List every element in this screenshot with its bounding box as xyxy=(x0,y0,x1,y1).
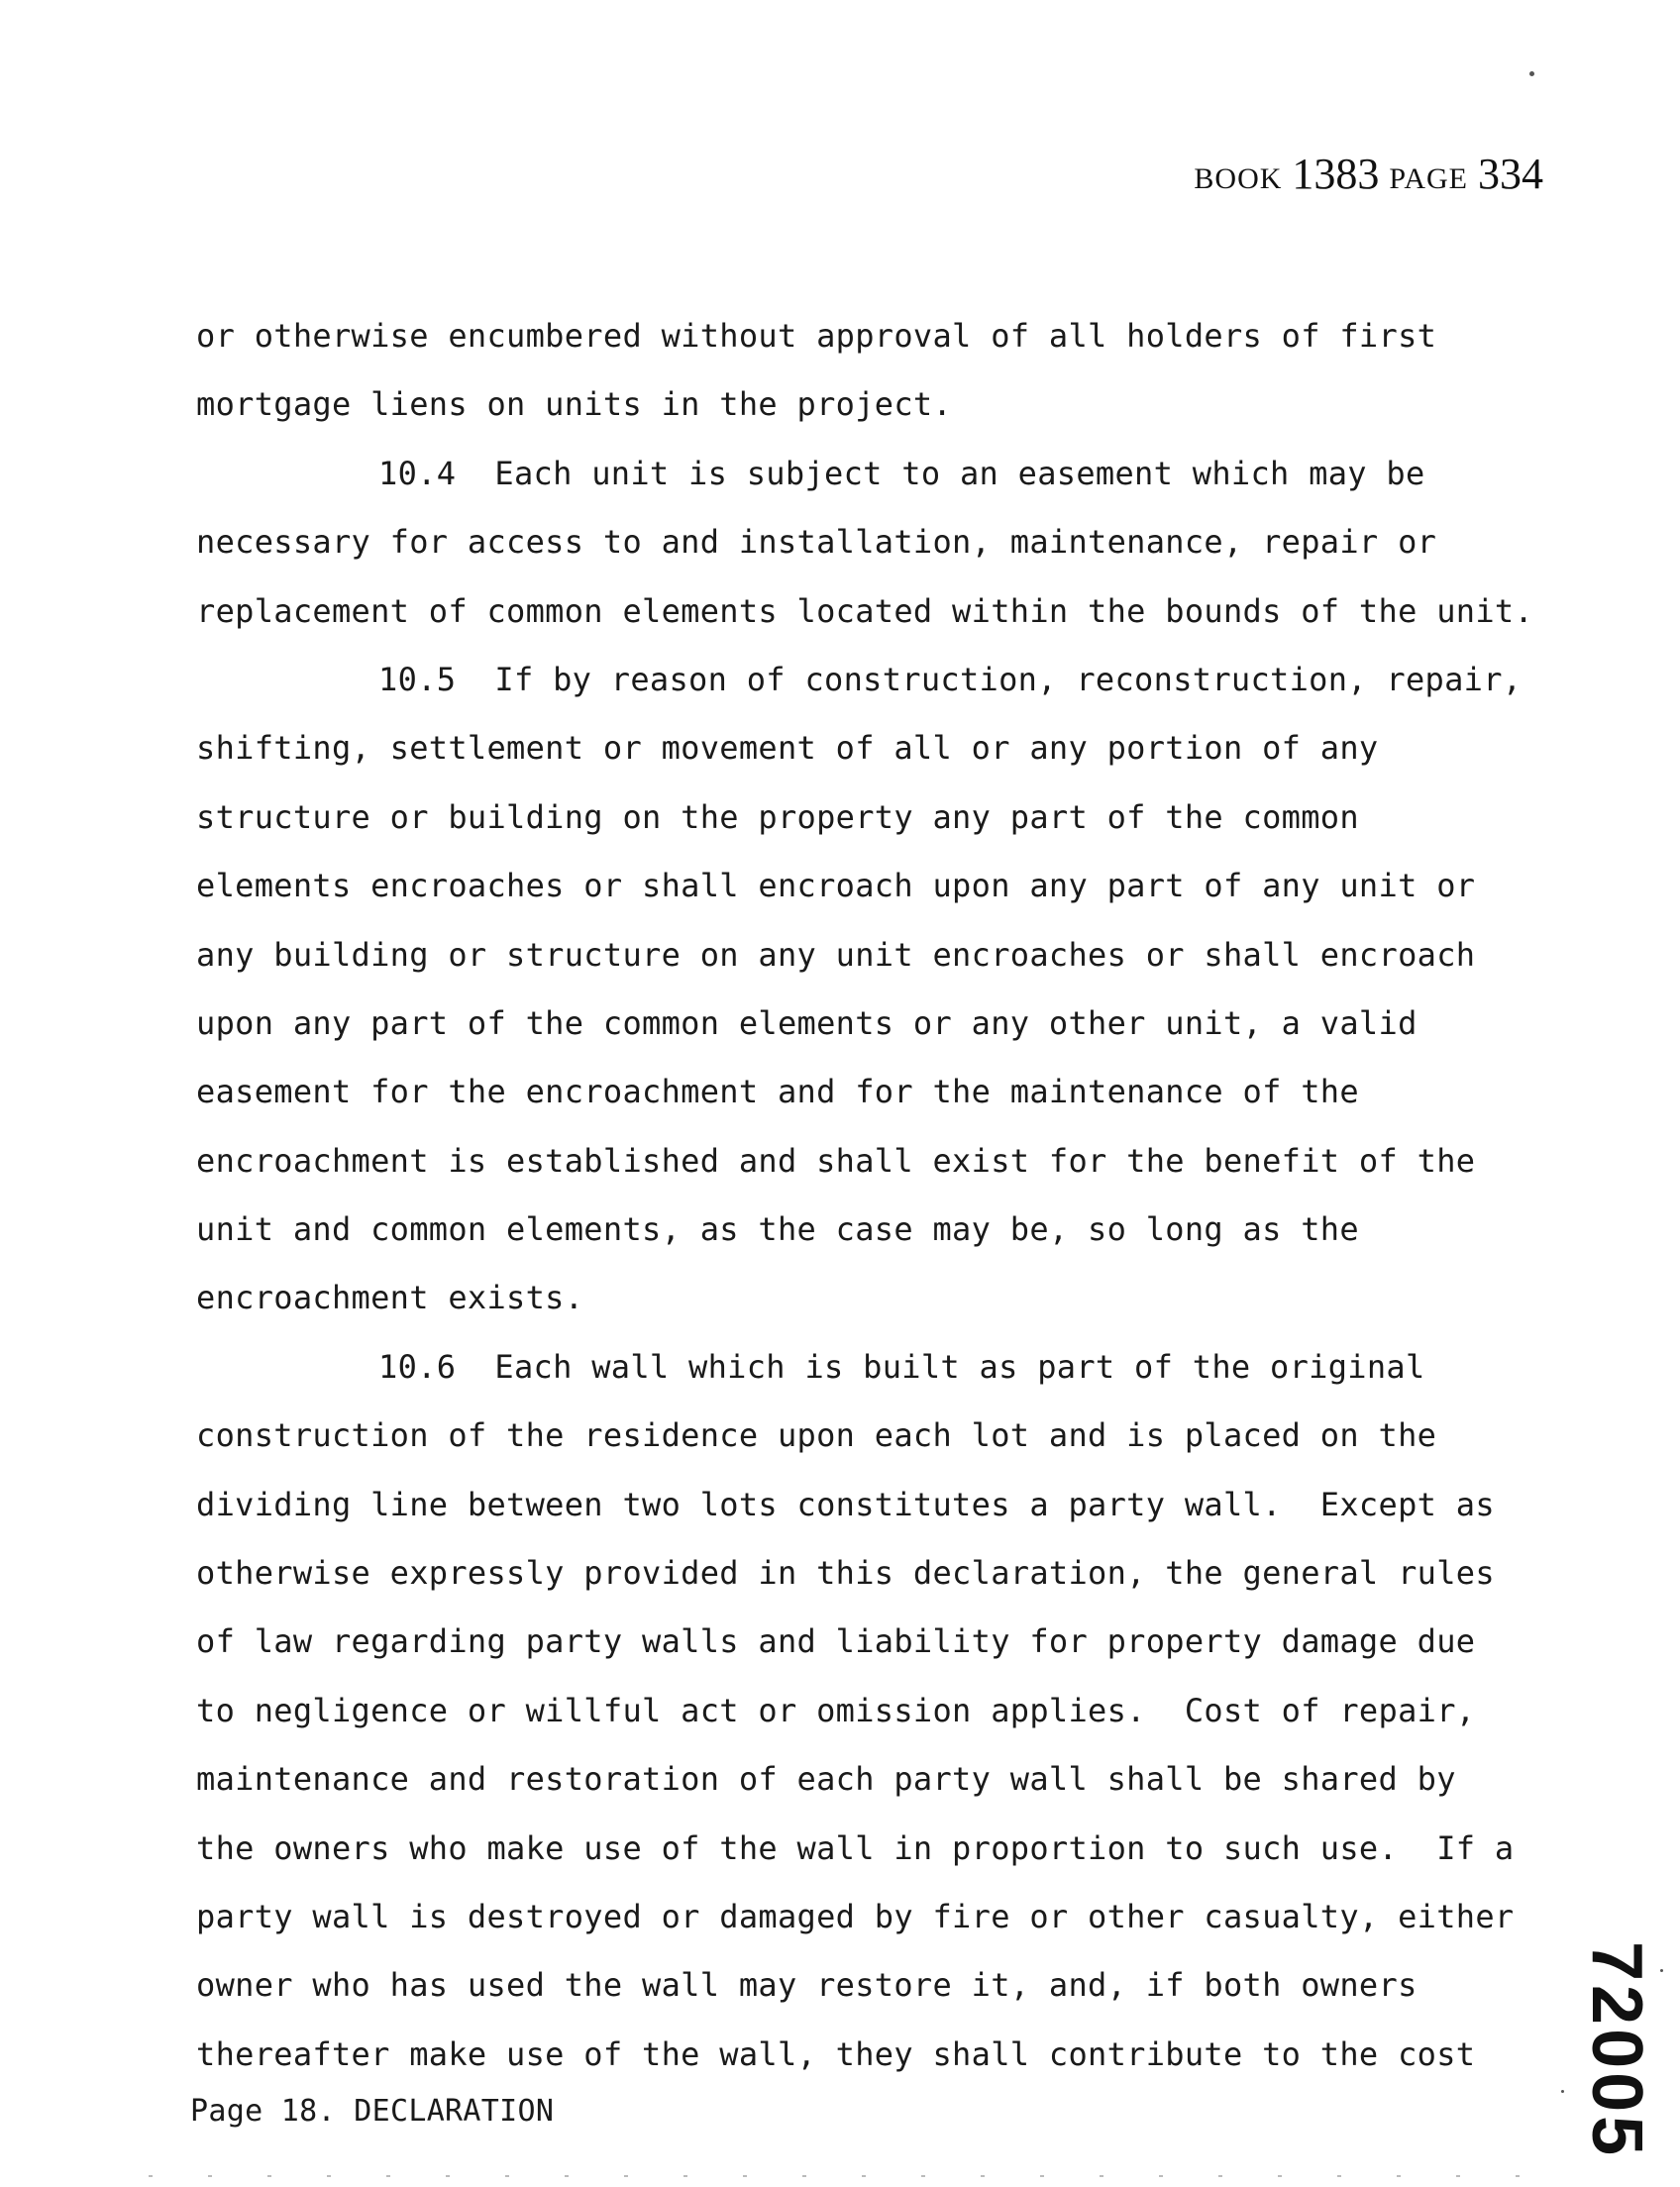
page-label: PAGE xyxy=(1389,162,1468,195)
recording-stamp-number: 72005 xyxy=(1577,1941,1656,2160)
declaration-body-text xyxy=(196,302,1623,2089)
text-line: construction of the residence upon each lot and is placed on the xyxy=(196,1416,1437,1455)
text-line: maintenance and restoration of each party wall shall be shared by xyxy=(196,1760,1456,1799)
text-line: or otherwise encumbered without approval of all holders of first xyxy=(196,317,1437,355)
scan-speck xyxy=(1660,1969,1663,1972)
text-line: encroachment is established and shall exist for the benefit of the xyxy=(196,1141,1476,1180)
text-line: easement for the encroachment and for the maintenance of the xyxy=(196,1073,1359,1111)
page-footer: Page 18. DECLARATION xyxy=(190,2094,555,2129)
text-line: any building or structure on any unit encroaches or shall encroach xyxy=(196,935,1476,974)
text-line: of law regarding party walls and liability for property damage due xyxy=(196,1622,1476,1661)
text-line: elements encroaches or shall encroach upon any part of any unit or xyxy=(196,867,1476,905)
scan-edge-noise xyxy=(149,2175,1535,2177)
text-line: replacement of common elements located within the bounds of the unit. xyxy=(196,591,1534,630)
section-10-4-start: 10.4 Each unit is subject to an easement which may be xyxy=(378,454,1425,492)
text-line: shifting, settlement or movement of all or any portion of any xyxy=(196,729,1379,768)
scan-speck xyxy=(1561,2090,1564,2093)
text-line: thereafter make use of the wall, they shall contribute to the cost xyxy=(196,2034,1476,2073)
text-line: mortgage liens on units in the project. xyxy=(196,385,953,424)
text-line: owner who has used the wall may restore it, and, if both owners xyxy=(196,1966,1418,2005)
text-line: structure or building on the property any part of the common xyxy=(196,797,1359,836)
book-label: BOOK xyxy=(1194,162,1283,195)
book-page-reference xyxy=(1194,149,1543,199)
text-line: encroachment exists. xyxy=(196,1279,584,1317)
text-line: the owners who make use of the wall in proportion to such use. If a xyxy=(196,1828,1515,1867)
book-number: 1383 xyxy=(1292,150,1380,198)
text-line: upon any part of the common elements or any other unit, a valid xyxy=(196,1003,1418,1042)
text-line: unit and common elements, as the case may be, so long as the xyxy=(196,1210,1359,1249)
section-10-5-start: 10.5 If by reason of construction, reconstruction, repair, xyxy=(378,660,1522,698)
text-line: necessary for access to and installation, maintenance, repair or xyxy=(196,523,1437,562)
text-line: party wall is destroyed or damaged by fire or other casualty, either xyxy=(196,1897,1515,1935)
scan-speck xyxy=(1529,71,1534,76)
section-10-6-start: 10.6 Each wall which is built as part of the original xyxy=(378,1347,1425,1386)
page-number: 334 xyxy=(1478,150,1543,198)
text-line: to negligence or willful act or omission applies. Cost of repair, xyxy=(196,1691,1476,1729)
text-line: dividing line between two lots constitutes a party wall. Except as xyxy=(196,1485,1495,1523)
text-line: otherwise expressly provided in this declaration, the general rules xyxy=(196,1554,1495,1593)
